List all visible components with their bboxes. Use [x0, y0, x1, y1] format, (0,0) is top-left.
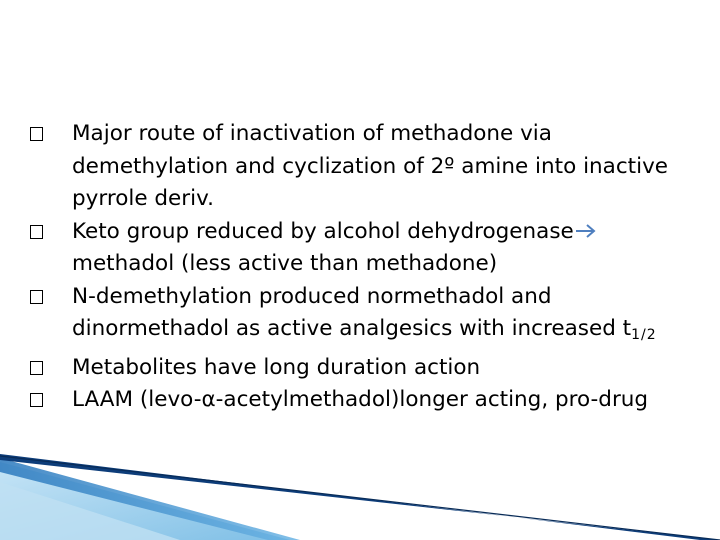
- bullet-box-icon: [30, 361, 43, 375]
- subscript-text: 1/2: [631, 327, 657, 343]
- bullet-text: Keto group reduced by alcohol dehydrogenase: [72, 218, 574, 244]
- bullet-item: [30, 281, 690, 352]
- bullet-item: [30, 216, 690, 281]
- bullet-item: [30, 352, 690, 385]
- bullet-text: Major route of inactivation of methadone via demethylation and cyclization of 2º amine into inactive pyrrole deriv.: [72, 121, 669, 211]
- bullet-box-icon: [30, 127, 43, 141]
- bullet-text-continued: methadol (less active than methadone): [72, 251, 498, 276]
- bullet-item: [30, 384, 690, 417]
- right-arrow-icon: [575, 216, 597, 249]
- bullet-list: [30, 118, 690, 417]
- bullet-box-icon: [30, 290, 43, 304]
- bullet-box-icon: [30, 393, 43, 407]
- bullet-text: Metabolites have long duration action: [72, 354, 481, 380]
- bullet-text: LAAM (levo-α-acetylmethadol)longer acting, pro-drug: [72, 387, 649, 412]
- bullet-item: [30, 118, 690, 216]
- bullet-box-icon: [30, 225, 43, 239]
- bullet-text: N-demethylation produced normethadol and dinormethadol as active analgesics with increased t: [72, 283, 632, 341]
